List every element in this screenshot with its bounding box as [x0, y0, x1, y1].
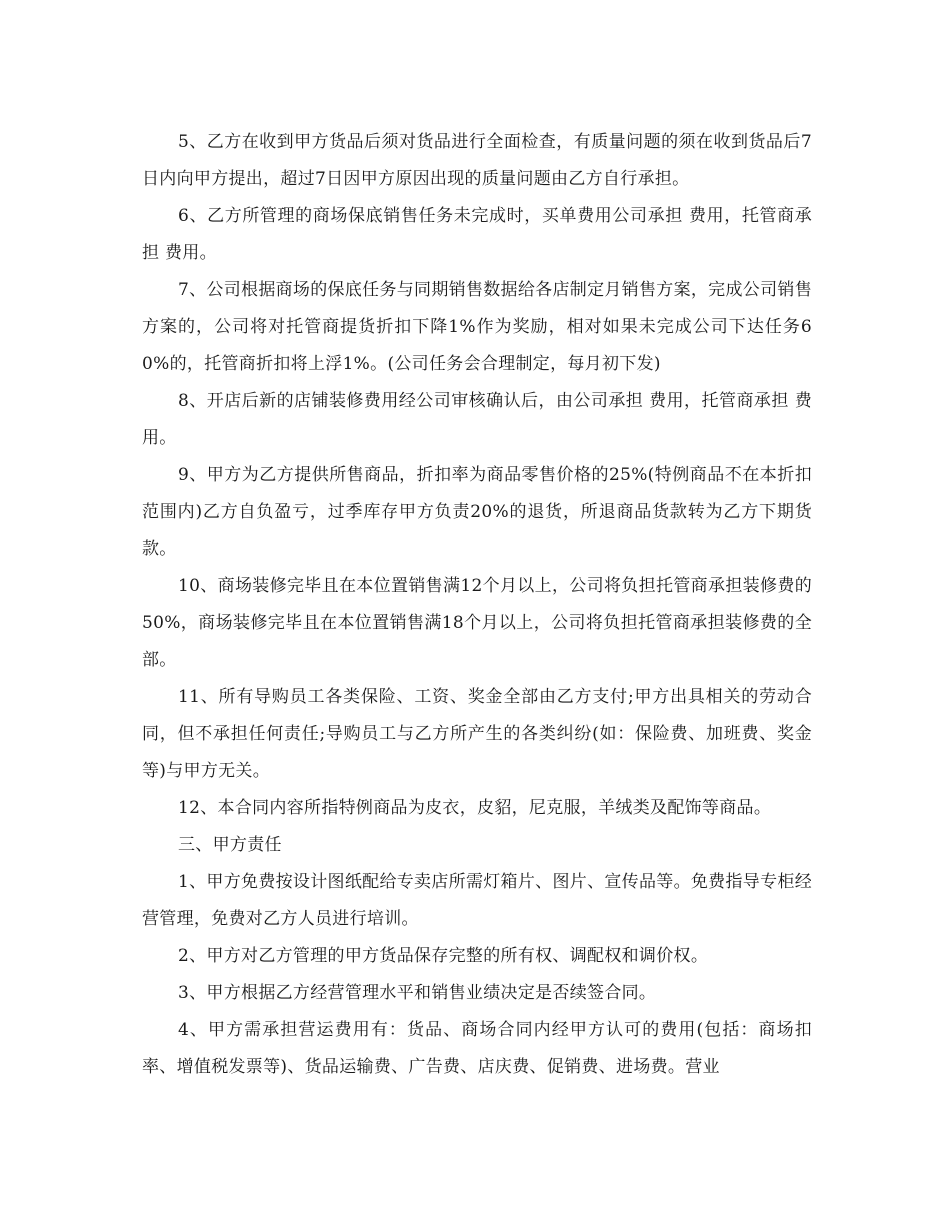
clause-11: 11、所有导购员工各类保险、工资、奖金全部由乙方支付;甲方出具相关的劳动合同，但不承担任何责任;导购员工与乙方所产生的各类纠纷(如：保险费、加班费、奖金等)与甲方无关。 [142, 687, 812, 781]
document-page [142, 124, 812, 1086]
clause-12: 12、本合同内容所指特例商品为皮衣，皮貂，尼克服，羊绒类及配饰等商品。 [178, 798, 772, 818]
clause-6: 6、乙方所管理的商场保底销售任务未完成时，买单费用公司承担 费用，托管商承担 费用。 [142, 206, 812, 263]
party-a-clause-3: 3、甲方根据乙方经营管理水平和销售业绩决定是否续签合同。 [178, 983, 657, 1003]
section-heading: 三、甲方责任 [178, 835, 282, 855]
clause-5: 5、乙方在收到甲方货品后须对货品进行全面检查，有质量问题的须在收到货品后7日内向甲方提出，超过7日因甲方原因出现的质量问题由乙方自行承担。 [142, 132, 812, 189]
clause-9: 9、甲方为乙方提供所售商品，折扣率为商品零售价格的25%(特例商品不在本折扣范围内)乙方自负盈亏，过季库存甲方负责20%的退货，所退商品货款转为乙方下期货款。 [142, 465, 812, 559]
clause-10: 10、商场装修完毕且在本位置销售满12个月以上，公司将负担托管商承担装修费的50%，商场装修完毕且在本位置销售满18个月以上，公司将负担托管商承担装修费的全部。 [142, 576, 812, 670]
clause-7: 7、公司根据商场的保底任务与同期销售数据给各店制定月销售方案，完成公司销售方案的，公司将对托管商提货折扣下降1%作为奖励，相对如果未完成公司下达任务60%的，托管商折扣将上浮1%。(公司任务会合理制定，每月初下发) [142, 280, 812, 374]
party-a-clause-1: 1、甲方免费按设计图纸配给专卖店所需灯箱片、图片、宣传品等。免费指导专柜经营管理，免费对乙方人员进行培训。 [142, 872, 812, 929]
clause-8: 8、开店后新的店铺装修费用经公司审核确认后，由公司承担 费用，托管商承担 费用。 [142, 391, 812, 448]
party-a-clause-4: 4、甲方需承担营运费用有：货品、商场合同内经甲方认可的费用(包括：商场扣率、增值税发票等)、货品运输费、广告费、店庆费、促销费、进场费。营业 [142, 1020, 812, 1077]
party-a-clause-2: 2、甲方对乙方管理的甲方货品保存完整的所有权、调配权和调价权。 [178, 946, 709, 966]
